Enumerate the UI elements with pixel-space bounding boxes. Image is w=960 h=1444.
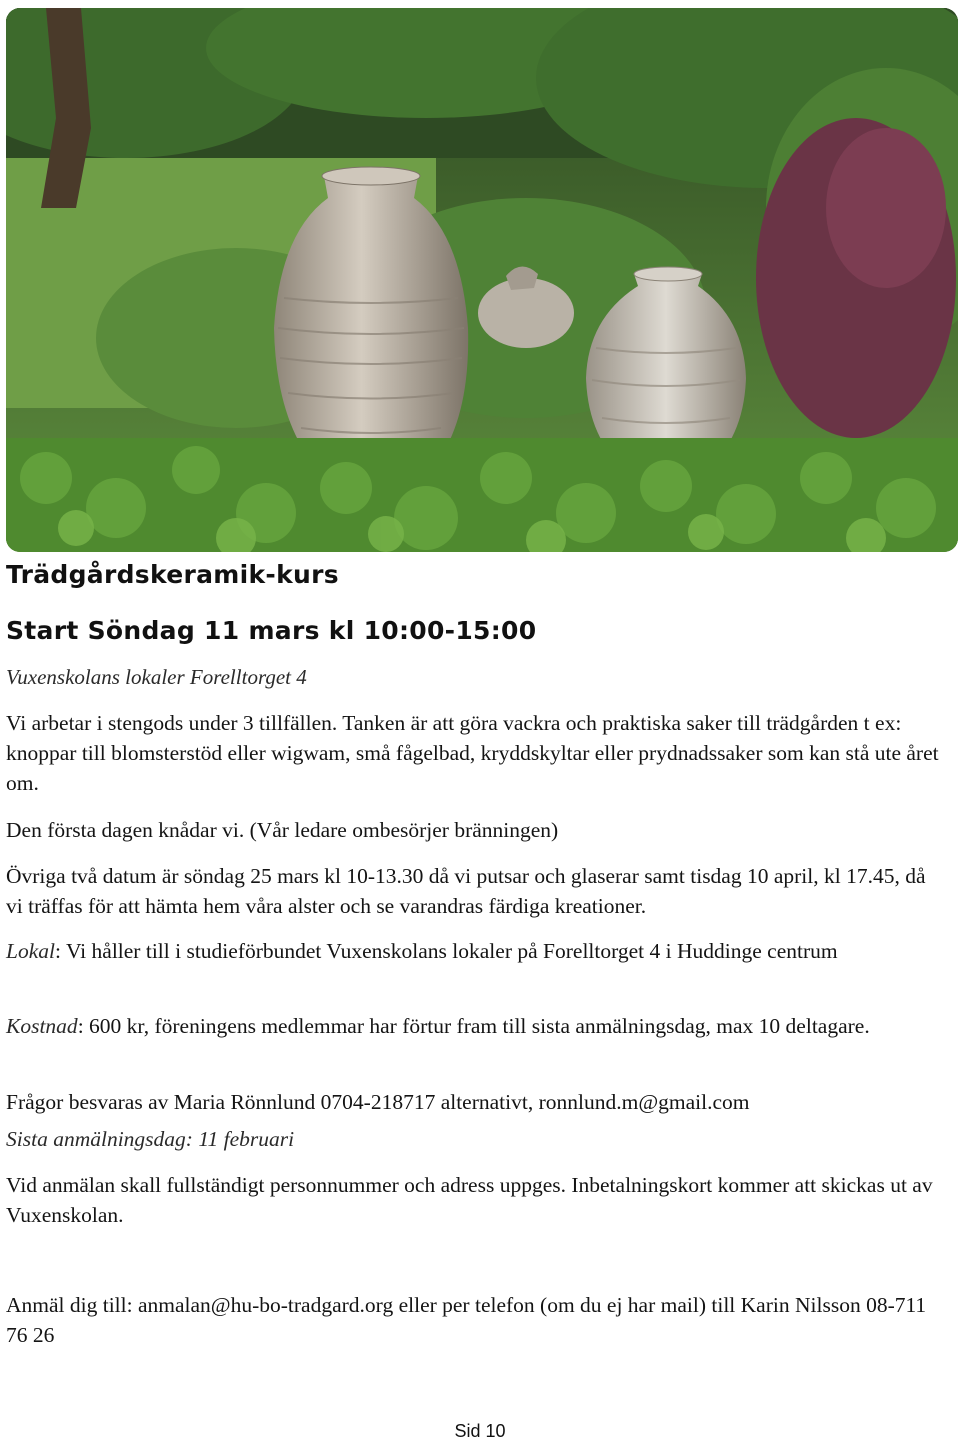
deadline-line: Sista anmälningsdag: 11 februari — [6, 1127, 295, 1151]
garden-urns-photo — [6, 8, 958, 552]
first-day-paragraph: Den första dagen knådar vi. (Vår ledare ombesörjer bränningen) — [6, 818, 559, 842]
course-title: Trädgårdskeramik-kurs — [6, 560, 339, 589]
lokal-paragraph — [6, 936, 946, 966]
lokal-text: : Vi håller till i studieförbundet Vuxenskolans lokaler på Forelltorget 4 i Huddinge centrum — [54, 939, 838, 963]
kostnad-label: Kostnad — [6, 1014, 78, 1038]
registration-info-paragraph: Vid anmälan skall fullständigt personnummer och adress uppges. Inbetalningskort kommer att skickas ut av Vuxenskolan. — [6, 1173, 933, 1227]
start-datetime: Start Söndag 11 mars kl 10:00-15:00 — [6, 616, 537, 645]
signup-paragraph: Anmäl dig till: anmalan@hu-bo-tradgard.org eller per telefon (om du ej har mail) till Karin Nilsson 08-711 76 26 — [6, 1293, 927, 1347]
location-line: Vuxenskolans lokaler Forelltorget 4 — [6, 665, 307, 689]
intro-paragraph: Vi arbetar i stengods under 3 tillfällen. Tanken är att göra vackra och praktiska saker till trädgården t ex: knoppar till blomsterstöd eller wigwam, små fågelbad, kryddskyltar eller prydnadssaker som kan stå ute året om. — [6, 711, 939, 795]
photo-illustration — [6, 8, 958, 552]
kostnad-paragraph — [6, 1011, 946, 1041]
other-dates-paragraph: Övriga två datum är söndag 25 mars kl 10-13.30 då vi putsar och glaserar samt tisdag 10 april, kl 17.45, då vi träffas för att hämta hem våra alster och se varandras färdiga kreationer. — [6, 864, 926, 918]
kostnad-text: : 600 kr, föreningens medlemmar har förtur fram till sista anmälningsdag, max 10 deltagare. — [77, 1014, 870, 1038]
page-number: Sid 10 — [454, 1421, 506, 1441]
questions-paragraph: Frågor besvaras av Maria Rönnlund 0704-218717 alternativt, ronnlund.m@gmail.com — [6, 1090, 750, 1114]
lokal-label: Lokal — [6, 939, 55, 963]
